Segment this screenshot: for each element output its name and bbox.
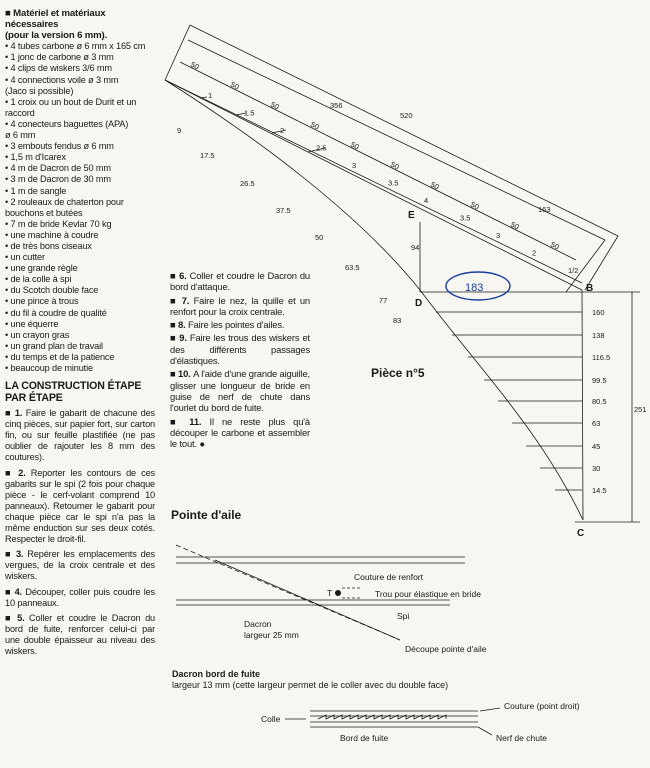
dim-line-520 bbox=[190, 25, 618, 236]
label-colle: Colle bbox=[261, 714, 281, 724]
dim-right-5: 63 bbox=[592, 419, 601, 428]
material-item: • une grande règle bbox=[5, 263, 78, 274]
dim-right-0: 160 bbox=[592, 308, 605, 317]
step-text: Repérer les emplacements des vergues, de la croix centrale et des wiskers. bbox=[5, 549, 155, 582]
point-e: E bbox=[408, 210, 415, 221]
leading-edge-line bbox=[165, 80, 582, 293]
step-text: Il ne reste plus qu'à découper le carbone et assembler le tout. ● bbox=[170, 415, 310, 450]
dim-top-3: 50 bbox=[309, 119, 321, 132]
material-item: • une machine à coudre bbox=[5, 229, 99, 240]
material-item: • de la colle à spi bbox=[5, 274, 72, 285]
dim-left-1: 17.5 bbox=[200, 151, 215, 160]
dim-left-0: 9 bbox=[177, 126, 182, 135]
dacron-fuite-desc: largeur 13 mm (cette largeur permet de le coller avec du double face) bbox=[172, 680, 449, 690]
dim-left-4: 50 bbox=[315, 233, 324, 242]
piece-5-label: Pièce n°5 bbox=[371, 366, 425, 380]
dim-top-2: 50 bbox=[269, 99, 281, 112]
trou-marker-icon bbox=[335, 590, 341, 596]
step-number: ■ 10. bbox=[170, 368, 194, 380]
dim-left-7: 83 bbox=[393, 316, 402, 325]
step-text: Coller et coudre le Dacron du bord de fuite, renforcer celui-ci par une double épaisseur au niveau des wiskers. bbox=[5, 612, 155, 656]
material-item: • un grand plan de travail bbox=[5, 340, 103, 351]
dim-top-5: 50 bbox=[389, 159, 401, 172]
dim-251: 251 bbox=[634, 405, 647, 414]
material-item: • 4 connections voile ø 3 mm bbox=[5, 74, 119, 85]
dim-left-5: 63.5 bbox=[345, 263, 360, 272]
construction-title: LA CONSTRUCTION ÉTAPE PAR ÉTAPE bbox=[5, 380, 142, 405]
step-number: ■ 11. bbox=[170, 415, 210, 427]
step-number: ■ 7. bbox=[170, 294, 194, 306]
materials-subtitle: (pour la version 6 mm). bbox=[5, 30, 108, 42]
material-item: • un crayon gras bbox=[5, 329, 70, 340]
rib-mark-10: 1/2 bbox=[568, 266, 579, 275]
trailing-edge-curve bbox=[165, 80, 583, 520]
dim-right-8: 14.5 bbox=[592, 486, 607, 495]
step-number: ■ 5. bbox=[5, 612, 30, 623]
dacron-fuite-title: Dacron bord de fuite bbox=[172, 669, 261, 679]
label-nerf: Nerf de chute bbox=[496, 733, 548, 743]
material-item: • 1,5 m d'Icarex bbox=[5, 152, 66, 163]
dim-right-6: 45 bbox=[592, 442, 601, 451]
dim-94: 94 bbox=[411, 243, 420, 252]
label-couture: Couture (point droit) bbox=[504, 701, 580, 711]
spar-line bbox=[165, 80, 582, 283]
label-largeur: largeur 25 mm bbox=[244, 630, 299, 640]
dim-top-0: 50 bbox=[189, 59, 201, 72]
step-text: Reporter les contours de ces gabarits sur le spi (2 fois pour chaque pièce - le cerf-volant comprend 10 panneaux). Retourner le gabarit pour chaque pièce car le spi n'a pas la même enduction sur ses deux cotés. Respecter le droit-fil. bbox=[5, 467, 155, 545]
step-text: Faire le gabarit de chacune des cinq pièces, sur papier fort, sur carton fin, ou sur feuille plastifiée (ne pas oublier de rajouter les 8 mm des coutures). bbox=[5, 408, 155, 463]
point-b: B bbox=[586, 283, 594, 294]
material-item: • 1 jonc de carbone ø 3 mm bbox=[5, 52, 114, 63]
material-item: • 4 m de Dacron de 50 mm bbox=[5, 163, 111, 174]
material-item: • 3 embouts fendus ø 6 mm bbox=[5, 141, 114, 152]
dim-left-3: 37.5 bbox=[276, 206, 291, 215]
material-item: • une pince à trous bbox=[5, 296, 79, 307]
dim-right-4: 80.5 bbox=[592, 397, 607, 406]
material-item: • de très bons ciseaux bbox=[5, 240, 92, 251]
label-decoupe: Découpe pointe d'aile bbox=[405, 644, 487, 654]
material-item: (Jaco si possible) bbox=[5, 85, 74, 96]
material-item: ø 6 mm bbox=[5, 130, 36, 141]
rib-mark-5: 3.5 bbox=[388, 178, 399, 188]
point-c: C bbox=[577, 528, 585, 539]
label-bord: Bord de fuite bbox=[340, 733, 389, 743]
dim-163: 163 bbox=[538, 205, 551, 214]
dim-356: 356 bbox=[330, 101, 343, 110]
rib-mark-3: 2.5 bbox=[316, 143, 327, 153]
step-number: ■ 6. bbox=[170, 270, 190, 281]
label-couture-renfort: Couture de renfort bbox=[354, 572, 423, 582]
label-trou: Trou pour élastique en bride bbox=[375, 589, 482, 599]
rib-mark-7: 3.5 bbox=[460, 213, 471, 223]
material-item: • 7 m de bride Kevlar 70 kg bbox=[5, 218, 112, 229]
rib-mark-0: 1 bbox=[208, 91, 213, 100]
point-d: D bbox=[415, 298, 423, 309]
dim-520: 520 bbox=[400, 111, 413, 120]
dim-top-1: 50 bbox=[229, 79, 241, 92]
square-bullet-icon: ■ bbox=[5, 8, 14, 19]
material-item: • 2 rouleaux de chaterton pour bouchons et butées bbox=[5, 196, 124, 218]
material-item: • 4 tubes carbone ø 6 mm x 165 cm bbox=[5, 41, 146, 52]
material-item: • du Scotch double face bbox=[5, 285, 99, 296]
t-marker: T bbox=[327, 588, 333, 598]
dim-right-3: 99.5 bbox=[592, 376, 607, 385]
rib-mark-9: 2 bbox=[532, 248, 537, 258]
rib-mark-1: 1.5 bbox=[244, 108, 255, 118]
step-text: A l'aide d'une grande aiguille, glisser une longueur de bride en guise de nerf de chute dans l'ourlet du bord de fuite. bbox=[170, 368, 310, 414]
step-number: ■ 1. bbox=[5, 408, 26, 419]
material-item: • 4 clips de wiskers 3/6 mm bbox=[5, 63, 112, 74]
dim-left-2: 26.5 bbox=[240, 179, 255, 188]
step-text: Coller et coudre le Dacron du bord d'attaque. bbox=[170, 270, 310, 293]
step-text: Faire les trous des wiskers et des différents passages d'élastiques. bbox=[170, 332, 310, 367]
step-text: Faire le nez, la quille et un renfort pour la croix centrale. bbox=[170, 294, 310, 317]
dim-top-9: 50 bbox=[549, 239, 561, 252]
material-item: • 1 m de sangle bbox=[5, 185, 67, 196]
dacron-fuite-diagram bbox=[285, 708, 500, 735]
handwritten-183: 183 bbox=[465, 282, 484, 294]
dim-top-4: 50 bbox=[349, 139, 361, 152]
step-number: ■ 9. bbox=[170, 332, 190, 344]
right-edge-line bbox=[582, 290, 583, 520]
rib-mark-6: 4 bbox=[424, 196, 429, 205]
material-item: • 3 m de Dacron de 30 mm bbox=[5, 174, 111, 185]
label-dacron: Dacron bbox=[244, 619, 272, 629]
material-item: • du fil à coudre de qualité bbox=[5, 307, 107, 318]
dim-left-6: 77 bbox=[379, 296, 388, 305]
dim-top-6: 50 bbox=[429, 179, 441, 192]
material-item: • 1 croix ou un bout de Durit et un raccord bbox=[5, 96, 137, 118]
rib-mark-2: 2 bbox=[280, 126, 285, 135]
rib-mark-8: 3 bbox=[496, 231, 501, 240]
material-item: • un cutter bbox=[5, 252, 45, 263]
dim-top-8: 50 bbox=[509, 219, 521, 232]
material-item: • du temps et de la patience bbox=[5, 351, 115, 362]
rib-mark-4: 3 bbox=[352, 161, 357, 170]
materials-title: ■ Matériel et matériaux nécessaires bbox=[5, 8, 106, 31]
step-number: ■ 2. bbox=[5, 467, 31, 478]
step-number: ■ 4. bbox=[5, 586, 26, 597]
step-number: ■ 3. bbox=[5, 549, 28, 560]
material-item: • une équerre bbox=[5, 318, 59, 329]
step-text: Faire les pointes d'ailes. bbox=[187, 319, 285, 331]
material-item: • 4 conecteurs baguettes (APA) bbox=[5, 118, 129, 129]
dim-right-7: 30 bbox=[592, 464, 601, 473]
dim-right-1: 138 bbox=[592, 331, 605, 340]
dim-right-2: 116.5 bbox=[592, 353, 611, 362]
label-spi: Spi bbox=[397, 611, 410, 621]
material-item: • beaucoup de minutie bbox=[5, 363, 93, 373]
step-number: ■ 8. bbox=[170, 319, 188, 331]
step-text: Découper, coller puis coudre les 10 panneaux. bbox=[5, 586, 156, 608]
pointe-aile-title: Pointe d'aile bbox=[171, 508, 242, 522]
dim-top-7: 50 bbox=[469, 199, 481, 212]
